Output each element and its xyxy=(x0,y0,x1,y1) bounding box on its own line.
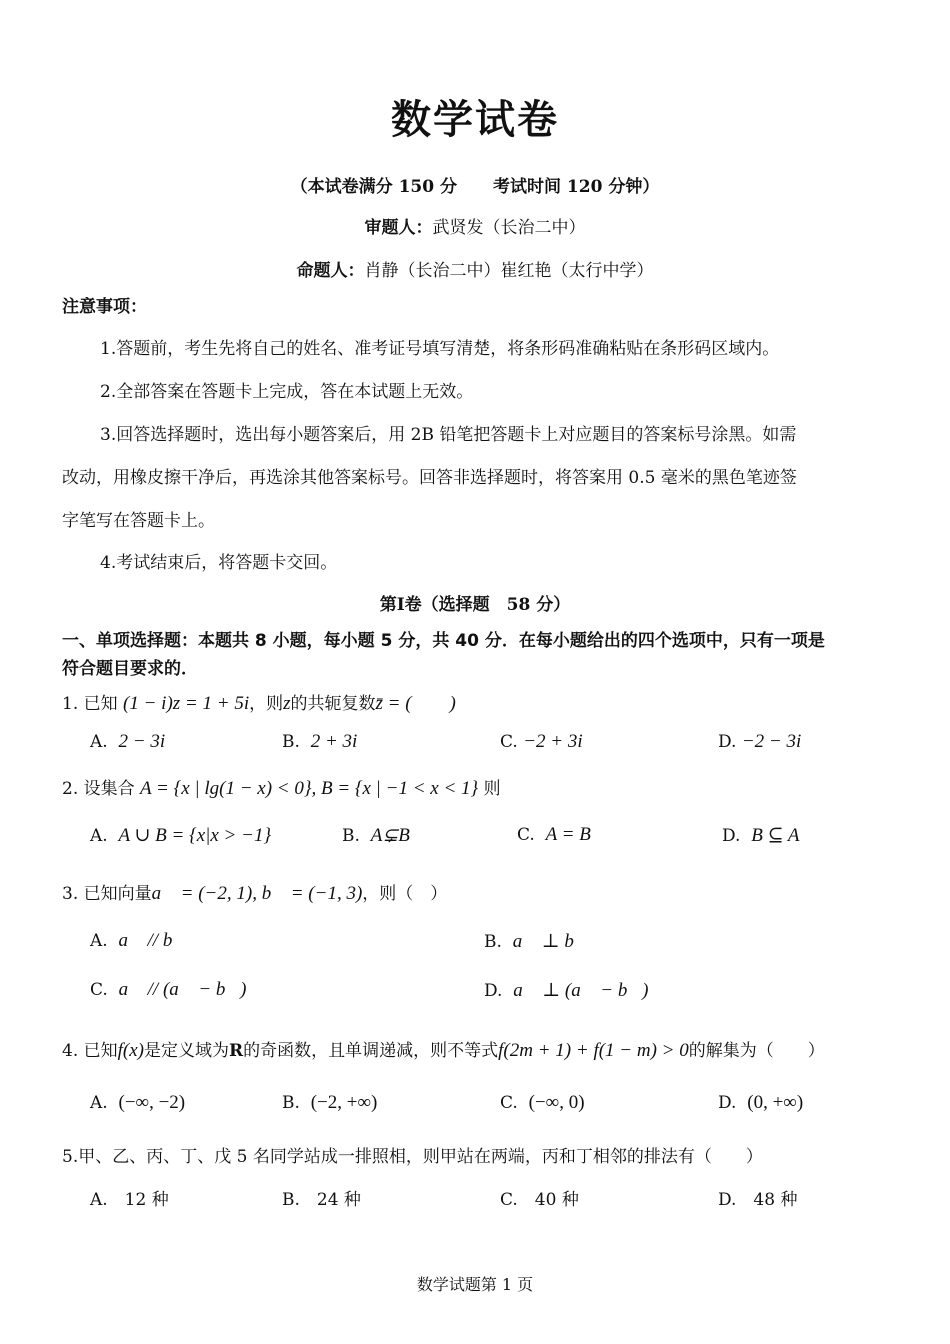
notice-line-4: 4.考试结束后，将答题卡交回。 xyxy=(100,553,338,573)
notice-line-3a: 3.回答选择题时，选出每小题答案后，用 2B 铅笔把答题卡上对应题目的答案标号涂黑。如需 xyxy=(100,425,797,445)
q4-option-a[interactable]: A. (−∞, −2) xyxy=(90,1092,186,1113)
q2-option-c[interactable]: C. A = B xyxy=(517,824,591,845)
time-info: 考试时间 120 分钟） xyxy=(493,177,660,197)
q4-option-c[interactable]: C. (−∞, 0) xyxy=(500,1092,585,1113)
q3-vectors: a⃗ = (−2, 1), b⃗ = (−1, 3) xyxy=(151,883,363,904)
author-label: 命题人： xyxy=(296,261,365,281)
question-3-stem: 3. 已知向量a⃗ = (−2, 1), b⃗ = (−1, 3)，则（ ） xyxy=(62,883,448,904)
q3-option-a[interactable]: A. a⃗ // b⃗ xyxy=(90,930,188,951)
q4-option-d[interactable]: D. (0, +∞) xyxy=(718,1092,804,1113)
notice-line-3c: 字笔写在答题卡上。 xyxy=(62,511,215,531)
q2-option-d[interactable]: D. B ⊆ A xyxy=(722,825,800,846)
reviewer-label: 审题人： xyxy=(364,218,433,238)
section-instructions-2: 符合题目要求的． xyxy=(62,659,198,679)
q1-option-a[interactable]: A. 2 − 3i xyxy=(90,731,166,752)
q4-option-b[interactable]: B. (−2, +∞) xyxy=(282,1092,378,1113)
score-info: （本试卷满分 150 分 xyxy=(290,177,457,197)
page-title: 数学试卷 xyxy=(391,96,559,143)
q1-option-b[interactable]: B. 2 + 3i xyxy=(282,731,358,752)
question-1-stem: 1. 已知 (1 − i)z = 1 + 5i，则z的共轭复数z̄ = ( ) xyxy=(62,693,456,714)
notice-heading: 注意事项： xyxy=(62,297,147,317)
q1-option-d[interactable]: D. −2 − 3i xyxy=(718,731,802,752)
reviewer-line xyxy=(0,213,950,238)
q2-sets: A = {x | lg(1 − x) < 0}, B = {x | −1 < x < 1} xyxy=(140,778,479,799)
q5-option-b[interactable]: B. 24 种 xyxy=(282,1190,361,1210)
section-instructions-1: 一、单项选择题：本题共 8 小题，每小题 5 分，共 40 分．在每小题给出的四个选项中，只有一项是 xyxy=(62,631,825,651)
author-line xyxy=(0,256,950,281)
question-4-stem: 4. 已知f(x)是定义域为R的奇函数，且单调递减，则不等式f(2m + 1) + f(1 − m) > 0的解集为（ ） xyxy=(62,1040,825,1061)
page-footer: 数学试题第 1 页 xyxy=(416,1275,534,1294)
exam-info xyxy=(0,172,950,197)
q1-equation: (1 − i)z = 1 + 5i xyxy=(123,693,250,714)
author-value: 肖静（长治二中）崔红艳（太行中学） xyxy=(364,261,654,281)
q5-option-d[interactable]: D. 48 种 xyxy=(718,1190,798,1210)
notice-line-2: 2.全部答案在答题卡上完成，答在本试题上无效。 xyxy=(100,382,474,402)
q1-option-c[interactable]: C. −2 + 3i xyxy=(500,731,583,752)
q3-option-d[interactable]: D. a⃗ ⊥ (a⃗ − b⃗) xyxy=(484,980,649,1001)
section-title: 第Ⅰ卷（选择题 58 分） xyxy=(379,595,571,615)
q2-option-b[interactable]: B. A⊊B xyxy=(342,825,410,846)
notice-line-3b: 改动，用橡皮擦干净后，再选涂其他答案标号。回答非选择题时，将答案用 0.5 毫米的黑色笔迹签 xyxy=(62,468,797,488)
question-5-stem: 5.甲、乙、丙、丁、戊 5 名同学站成一排照相，则甲站在两端，丙和丁相邻的排法有（ ） xyxy=(62,1147,763,1167)
q5-option-c[interactable]: C. 40 种 xyxy=(500,1190,579,1210)
q3-option-c[interactable]: C. a⃗ // (a⃗ − b⃗) xyxy=(90,979,247,1000)
question-2-stem: 2. 设集合 A = {x | lg(1 − x) < 0}, B = {x | −1 < x < 1} 则 xyxy=(62,778,501,799)
q4-inequality: f(2m + 1) + f(1 − m) > 0 xyxy=(498,1040,689,1061)
notice-line-1: 1.答题前，考生先将自己的姓名、准考证号填写清楚，将条形码准确粘贴在条形码区域内。 xyxy=(100,339,780,359)
reviewer-value: 武贤发（长治二中） xyxy=(432,218,586,238)
q2-option-a[interactable]: A. A ∪ B = {x|x > −1} xyxy=(90,825,272,846)
q5-option-a[interactable]: A. 12 种 xyxy=(90,1190,169,1210)
q3-option-b[interactable]: B. a⃗ ⊥ b⃗ xyxy=(484,931,589,952)
